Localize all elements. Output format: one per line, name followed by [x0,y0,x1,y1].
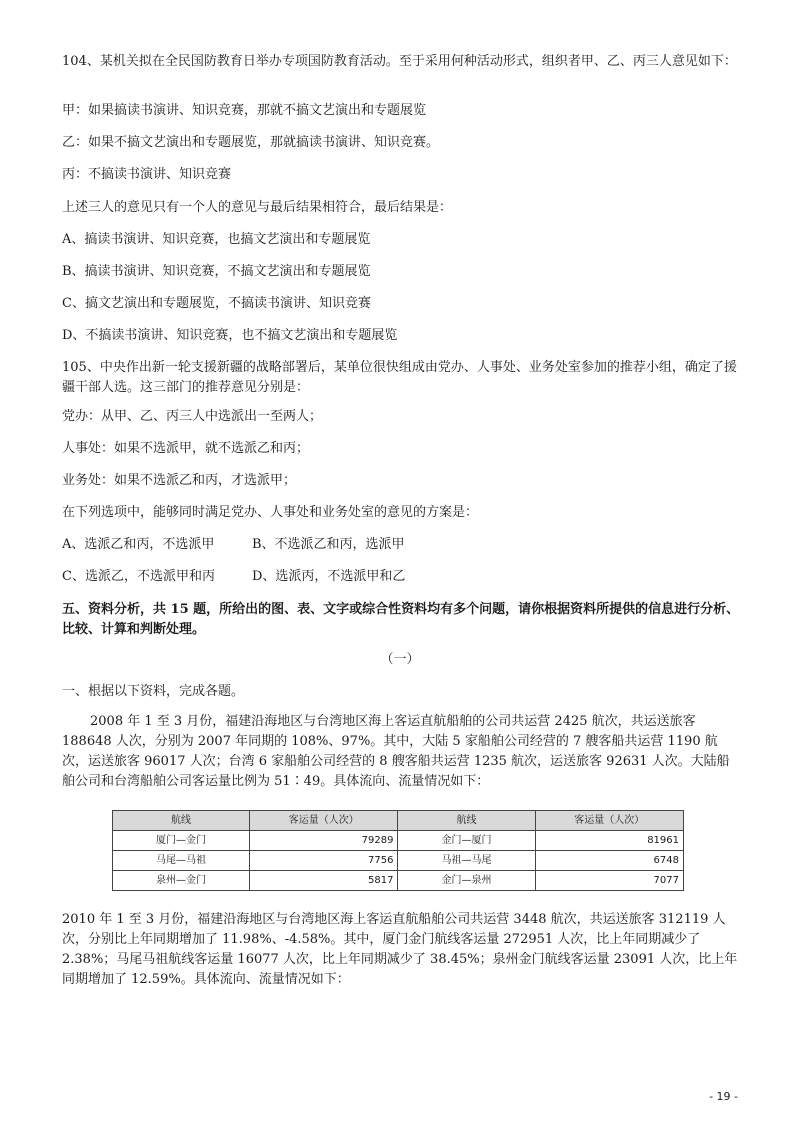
column-header-volume: 客运量（人次） [250,811,398,831]
q104-opinion-jia: 甲：如果搞读书演讲、知识竞赛，那就不搞文艺演出和专题展览 [62,103,427,118]
table-row [113,831,684,851]
table-cell-route: 泉州—金门 [113,871,250,891]
column-header-volume-return: 客运量（人次） [535,811,683,831]
q104-opinion-bing: 丙：不搞读书演讲、知识竞赛 [62,167,232,182]
page-number: - 19 - [709,1090,738,1103]
table-cell-route: 金门—厦门 [398,831,535,851]
q105-opinion-renshi: 人事处：如果不选派甲，就不选派乙和丙； [62,441,310,456]
table-row [113,851,684,871]
part-label: （一） [380,652,420,667]
table-cell-volume: 81961 [535,831,683,851]
table-cell-route: 马尾—马祖 [113,851,250,871]
q105-options-row-2 [62,567,742,587]
column-header-route-return: 航线 [398,811,535,831]
table-cell-volume: 6748 [535,851,683,871]
q104-opinion-yi: 乙：如果不搞文艺演出和专题展览，那就搞读书演讲、知识竞赛。 [62,135,440,150]
table-header-row [113,811,684,831]
passenger-volume-table [112,810,684,891]
table-cell-volume: 79289 [250,831,398,851]
q105-option-c: C、选派乙，不选派甲和丙 [62,569,215,584]
table-cell-route: 金门—泉州 [398,871,535,891]
q104-question: 上述三人的意见只有一个人的意见与最后结果相符合，最后结果是： [62,200,453,215]
table-row [113,871,684,891]
q105-stem: 105、中央作出新一轮支援新疆的战略部署后，某单位很快组成由党办、人事处、业务处室参加的推荐小组，确定了援疆干部人选。这三部门的推荐意见分别是： [62,360,737,395]
column-header-route: 航线 [113,811,250,831]
q105-option-a: A、选派乙和丙，不选派甲 [62,537,215,552]
paragraph-2008: 2008 年 1 至 3 月份，福建沿海地区与台湾地区海上客运直航船舶的公司共运营 2425 航次，共运送旅客 188648 人次，分别为 2007 年同期的 108%、97%。其中，大陆 5 家船舶公司经营的 7 艘客船共运营 1190 航次，运送旅客 96017 人次；台湾 6 家船舶公司经营的 8 艘客船共运营 1235 航次，运送旅客 92631 人次。大陆船舶公司和台湾船舶公司客运量比例为 51∶49。具体流向、流量情况如下： [62,714,730,789]
table-cell-volume: 7077 [535,871,683,891]
q105-options-row-1 [62,535,742,555]
q104-option-b: B、搞读书演讲、知识竞赛，不搞文艺演出和专题展览 [62,264,371,279]
q104-option-c: C、搞文艺演出和专题展览，不搞读书演讲、知识竞赛 [62,296,371,311]
q104-stem: 104、某机关拟在全民国防教育日举办专项国防教育活动。至于采用何种活动形式，组织者甲、乙、丙三人意见如下： [62,54,737,69]
q105-option-b: B、不选派乙和丙，选派甲 [252,537,405,552]
section-heading: 五、资料分析，共 15 题，所给出的图、表、文字或综合性资料均有多个问题，请你根据资料所提供的信息进行分析、比较、计算和判断处理。 [62,602,740,637]
paragraph-2010: 2010 年 1 至 3 月份，福建沿海地区与台湾地区海上客运直航船舶公司共运营 3448 航次，共运送旅客 312119 人次，分别比上年同期增加了 11.98%、-4.58%。其中，厦门金门航线客运量 272951 人次，比上年同期减少了 2.38%；马尾马祖航线客运量 16077 人次，比上年同期减少了 38.45%；泉州金门航线客运量 23091 人次，比上年同期增加了 12.59%。具体流向、流量情况如下： [62,912,738,987]
table-cell-volume: 5817 [250,871,398,891]
q105-opinion-yewu: 业务处：如果不选派乙和丙，才选派甲； [62,473,297,488]
table-cell-route: 马祖—马尾 [398,851,535,871]
q105-option-d: D、选派丙，不选派甲和乙 [252,569,406,584]
section-intro: 一、根据以下资料，完成各题。 [62,684,245,699]
q104-option-a: A、搞读书演讲、知识竞赛，也搞文艺演出和专题展览 [62,232,371,247]
q105-question: 在下列选项中，能够同时满足党办、人事处和业务处室的意见的方案是： [62,505,479,520]
table-cell-route: 厦门—金门 [113,831,250,851]
q104-option-d: D、不搞读书演讲、知识竞赛，也不搞文艺演出和专题展览 [62,328,398,343]
q105-opinion-dangban: 党办：从甲、乙、丙三人中选派出一至两人； [62,409,323,424]
table-cell-volume: 7756 [250,851,398,871]
